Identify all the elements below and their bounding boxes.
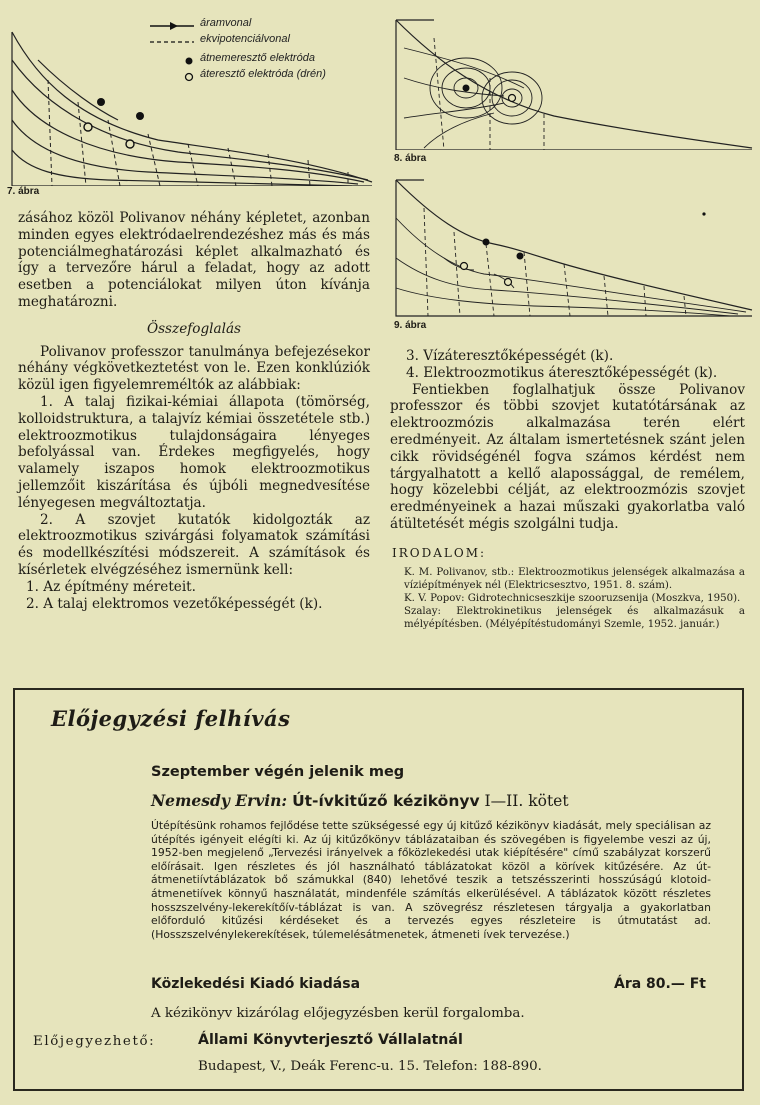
impermeable-electrode-marker — [136, 112, 144, 120]
legend-equipotential-line: ekvipotenciálvonal — [200, 33, 290, 45]
section-heading: Összefoglalás — [146, 320, 242, 337]
ad-publisher: Közlekedési Kiadó kiadása — [151, 976, 361, 992]
figure-9-caption: 9. ábra — [394, 320, 427, 331]
legend-flow-line: áramvonal — [200, 17, 252, 29]
ad-body: Útépítésünk rohamos fejlődése tette szükségessé egy új kitűző kézikönyv kiadását, mely speciálisan az útépítés igényeit elégíti ki. Az új kitűzőkönyv táblázataiban és szövegében is figyelembe veszi az új, 1952-ben megjelenő „Tervezési irányelvek a főközlekedési utak kiépítésére" című szabályzat korszerű előírásait. Igen részletes és jól használható táblázatokat közöl a körívek kitűzésére. Az út-átmenetiívtáblázatok bő számukkal (840) lehetővé teszik a tetszésszerinti hosszúságú klotoid-átmenetiívek könnyű használatát, mindenféle számítás elkerülésével. A táblázatok között részletes hosszszelvény-lekerekítőív-táblázat is van. A szövegrész részletesen tárgyalja a gyakorlatban előforduló kitűzési kérdéseket és a tervezés egyes részleteire is útmutatást ad. (Hosszszelvénylekerekítések, túlemelésátmenetek, átmeneti ívek tervezése.) — [151, 819, 711, 941]
equipotential-line-icon — [150, 37, 196, 47]
paragraph: Polivanov professzor tanulmánya befejezésekor néhány végkövetkeztetést von le. Ezen konklúziók közül igen figyelemreméltók az alábbiak: — [18, 343, 370, 394]
paragraph: 2. A szovjet kutatók kidolgozták az elektroozmotikus szivárgási folyamatok számítási és modellkészítési módszereit. A számítások és kísérletek elvégzéséhez ismernünk kell: — [18, 511, 370, 578]
list-item: 1. Az építmény méreteit. — [26, 578, 196, 595]
impermeable-electrode-icon — [184, 56, 194, 66]
flow-line-icon — [150, 21, 196, 31]
reference-item: Szalay: Elektrokinetikus jelenségek és alkalmazásuk a mélyépítésben. (Mélyépítéstudományi Szemle, 1952. január.) — [404, 606, 745, 631]
references-list — [390, 566, 745, 632]
figure-7-caption: 7. ábra — [7, 186, 40, 197]
figure-8-caption: 8. ábra — [394, 153, 427, 164]
list-item: 3. Vízáteresztőképességét (k). — [406, 348, 614, 364]
ad-author: Nemesdy Ervin: — [151, 791, 288, 810]
ad-book-line — [151, 791, 569, 810]
left-column — [18, 210, 370, 612]
ad-title: Előjegyzési felhívás — [51, 706, 291, 731]
legend-impermeable-electrode: átnemeresztő elektróda — [200, 52, 315, 64]
reference-item: K. V. Popov: Gidrotechnicseszkije szooruzsenija (Moszkva, 1950). — [404, 592, 741, 604]
permeable-electrode-marker — [84, 123, 92, 131]
paragraph: Fentiekben foglalhatjuk össze Polivanov professzor és többi szovjet kutatótársának az elektroozmózis alkalmazása terén elért eredményeit. Az általam ismertetésnek szánt jelen cikk rövidségénél fogva számos kérdést nem tárgyalhatott a kellő alapossággal, de remélem, hogy közelebbi célját, az elektroozmózis szovjet eredményeinek a hazai műszaki gyakorlatba való átültetését mégis szolgálni tudja. — [390, 381, 745, 532]
ad-price: Ára 80.— Ft — [614, 976, 706, 992]
permeable-electrode-marker — [126, 140, 134, 148]
ad-book-title: Út-ívkitűző kézikönyv — [292, 792, 480, 810]
preorder-advertisement — [13, 688, 744, 1091]
ad-preorder-name: Állami Könyvterjesztő Vállalatnál — [198, 1032, 463, 1048]
legend-permeable-electrode: áteresztő elektróda (drén) — [200, 68, 326, 80]
ad-note: A kézikönyv kizárólag előjegyzésben kerül forgalomba. — [151, 1006, 525, 1021]
impermeable-electrode-marker — [97, 98, 105, 106]
paragraph: zásához közöl Polivanov néhány képletet, azonban minden egyes elektródaelrendezéshez más és más potenciálmeghatározási képlet alkalmazható és így a tervezőre hárul a feladat, hogy az adott esetben a potenciálokat milyen úton kívánja meghatározni. — [18, 210, 370, 310]
ad-subtitle: Szeptember végén jelenik meg — [151, 764, 405, 780]
references-heading: IRODALOM: — [392, 545, 487, 560]
reference-item: K. M. Polivanov, stb.: Elektroozmotikus jelenségek alkalmazása a víziépítmények nél (Elektricsesztvo, 1951. 8. szám). — [404, 566, 745, 591]
right-column — [390, 348, 745, 632]
figure-8-diagram — [394, 18, 754, 150]
list-item: 4. Elektroozmotikus áteresztőképességét (k). — [406, 364, 718, 381]
ad-preorder-label: Előjegyezhető: — [33, 1034, 156, 1049]
list-item: 2. A talaj elektromos vezetőképességét (k). — [26, 595, 323, 612]
permeable-electrode-icon — [184, 72, 194, 82]
ad-address: Budapest, V., Deák Ferenc-u. 15. Telefon: 188-890. — [198, 1059, 542, 1074]
paragraph: 1. A talaj fizikai-kémiai állapota (tömörség, kolloidstruktura, a talajvíz kémiai összetétele stb.) elektroozmotikus tulajdonságaira lényeges befolyással van. Érdekes megfigyelés, hogy valamely iszapos homok elektroozmotikus jellemzőit kiszárítása és újbóli megnedvesítése lényegesen megváltoztatja. — [18, 393, 370, 511]
ad-volumes: I—II. kötet — [484, 792, 569, 810]
figure-9-diagram — [394, 178, 754, 318]
